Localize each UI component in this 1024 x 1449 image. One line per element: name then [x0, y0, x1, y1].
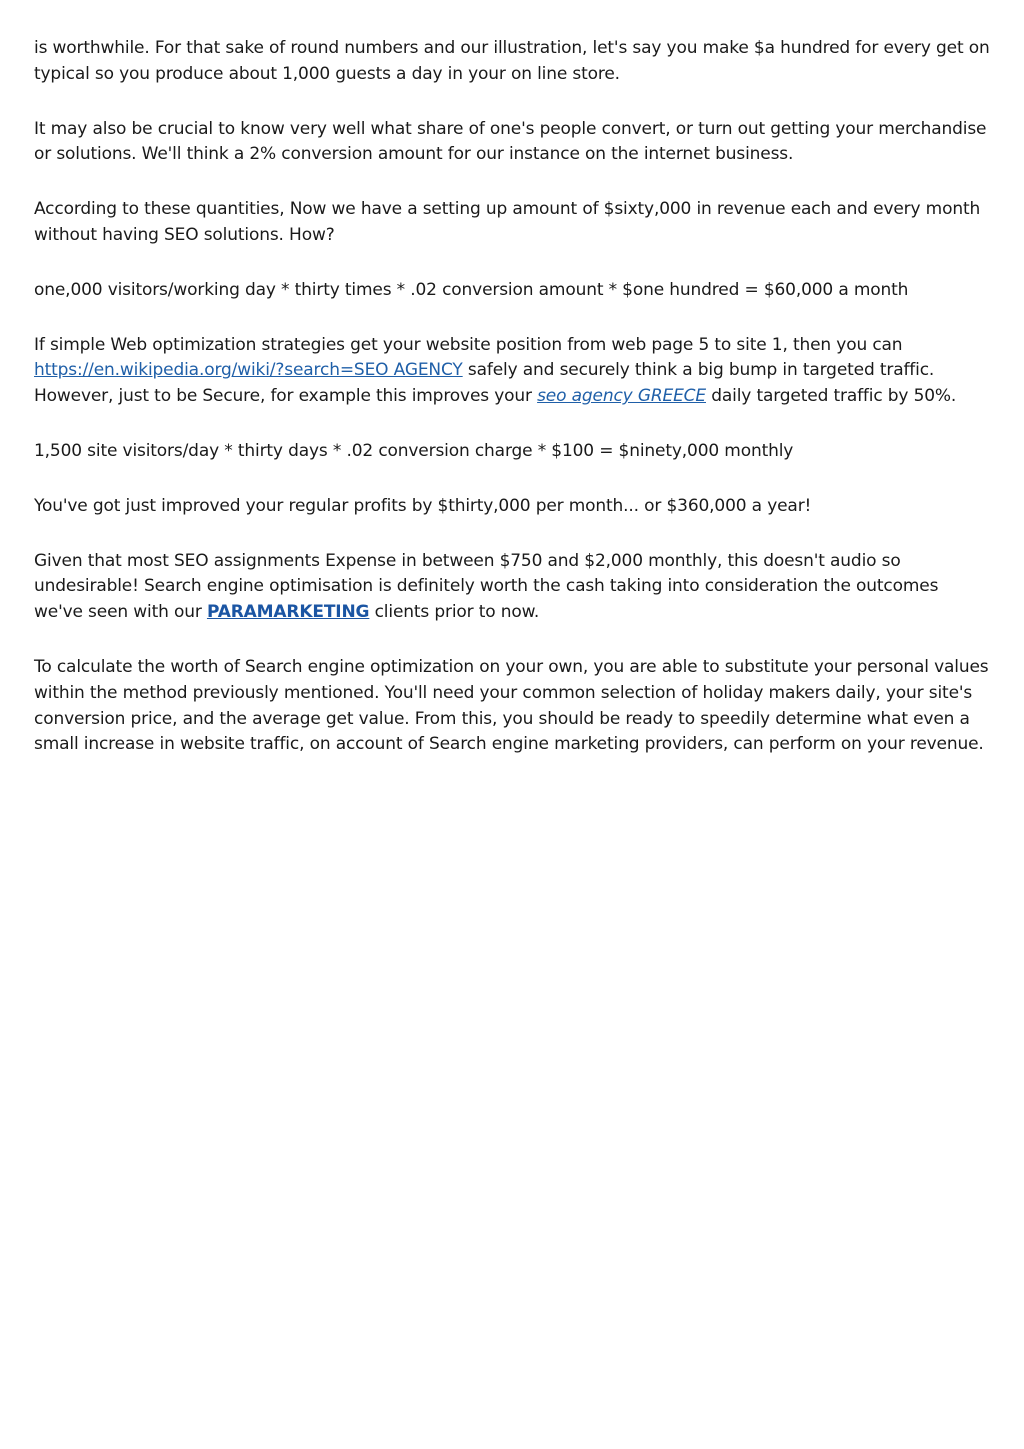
seo-agency-greece-link[interactable]: seo agency GREECE	[537, 386, 706, 407]
paragraph-5-text-2: safely and securely think a big bump in targeted traffic. However, just to be Secure, for example this improves your	[34, 360, 935, 407]
paragraph-5-text-1: If simple Web optimization strategies get your website position from web page 5 to site 1, then you can	[34, 334, 903, 355]
paragraph-6-formula: 1,500 site visitors/day * thirty days * .02 conversion charge * $100 = $ninety,000 monthly	[34, 440, 794, 461]
paragraph-7: You've got just improved your regular profits by $thirty,000 per month... or $360,000 a year!	[34, 495, 812, 516]
paragraph-3: According to these quantities, Now we have a setting up amount of $sixty,000 in revenue each and every month without having SEO solutions. How?	[34, 199, 981, 245]
document-body	[34, 36, 992, 787]
paramarketing-link[interactable]: PARAMARKETING	[206, 602, 370, 623]
paragraph-1: is worthwhile. For that sake of round numbers and our illustration, let's say you make $a hundred for every get on typical so you produce about 1,000 guests a day in your on line store.	[34, 38, 990, 84]
paragraph-9: To calculate the worth of Search engine optimization on your own, you are able to substitute your personal values within the method previously mentioned. You'll need your common selection of holiday makers daily, your site's conversion price, and the average get value. From this, you should be ready to speedily determine what even a small increase in website traffic, on account of Search engine marketing providers, can perform on your revenue.	[34, 656, 989, 755]
paragraph-8-text-2: clients prior to now.	[369, 602, 540, 623]
wikipedia-search-link[interactable]: https://en.wikipedia.org/wiki/?search=SEO AGENCY	[34, 360, 463, 381]
paragraph-4-formula: one,000 visitors/working day * thirty times * .02 conversion amount * $one hundred = $60,000 a month	[34, 279, 909, 300]
paragraph-5-text-3: daily targeted traffic by 50%.	[706, 386, 957, 407]
paragraph-8	[34, 549, 992, 626]
paragraph-5	[34, 333, 992, 410]
paragraph-8-text-1: Given that most SEO assignments Expense in between $750 and $2,000 monthly, this doesn't audio so undesirable! Search engine optimisation is definitely worth the cash taking into consideration the outcomes we've seen with our	[34, 550, 939, 623]
paragraph-2: It may also be crucial to know very well what share of one's people convert, or turn out getting your merchandise or solutions. We'll think a 2% conversion amount for our instance on the internet business.	[34, 118, 987, 165]
